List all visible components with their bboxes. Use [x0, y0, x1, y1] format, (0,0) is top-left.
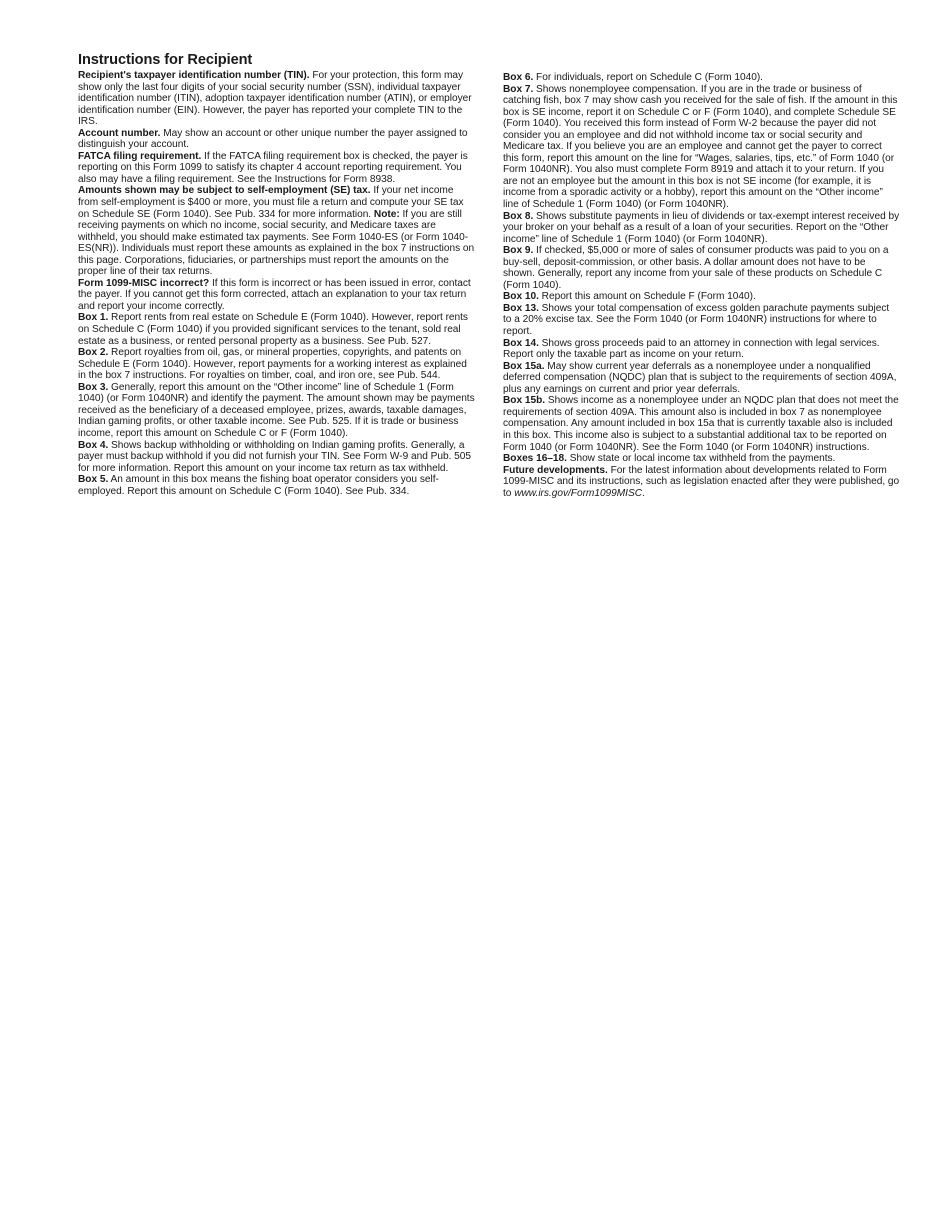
se-tax-heading: Amounts shown may be subject to self-employment (SE) tax. [78, 185, 371, 197]
box-2-paragraph [78, 347, 476, 382]
box-5-paragraph [78, 474, 476, 497]
box-10-text: Report this amount on Schedule F (Form 1040). [538, 291, 756, 303]
box-6-text: For individuals, report on Schedule C (Form 1040). [533, 72, 763, 83]
box-8-heading: Box 8. [503, 210, 534, 222]
form-incorrect-heading: Form 1099-MISC incorrect? [78, 277, 210, 289]
box-8-paragraph [503, 211, 900, 246]
box-1-heading: Box 1. [78, 312, 109, 324]
box-7-heading: Box 7. [503, 83, 534, 95]
box-1-text: Report rents from real estate on Schedule E (Form 1040). However, report rents on Schedule C (Form 1040) if you provided significant services to the tenant, sold real estate as a business, or rented personal property as a business. See Pub. 527. [78, 312, 468, 347]
se-tax-paragraph [78, 185, 476, 277]
account-number-text: May show an account or other unique number the payer assigned to distinguish your account. [78, 127, 468, 151]
box-2-text: Report royalties from oil, gas, or mineral properties, copyrights, and patents on Schedule E (Form 1040). However, report payments for a working interest as explained in the box 7 instructions. For royalties on timber, coal, and iron ore, see Pub. 544. [78, 347, 467, 382]
tin-text: For your protection, this form may show only the last four digits of your social security number (SSN), individual taxpayer identification number (ITIN), adoption taxpayer identification number (ATIN), or employer identification number (EIN). However, the payer has reported your complete TIN to the IRS. [78, 70, 472, 128]
box-2-heading: Box 2. [78, 347, 109, 359]
box-9-paragraph [503, 245, 900, 291]
box-15a-text: May show current year deferrals as a nonemployee under a nonqualified deferred compensation (NQDC) plan that is subject to the requirements of section 409A, plus any earnings on current and prior year deferrals. [503, 360, 897, 395]
box-5-heading: Box 5. [78, 474, 109, 486]
box-4-heading: Box 4. [78, 439, 109, 451]
box-15a-paragraph [503, 361, 900, 396]
irs-url-link[interactable]: www.irs.gov/Form1099MISC [514, 487, 643, 499]
box-10-paragraph [503, 291, 900, 303]
box-13-heading: Box 13. [503, 302, 539, 314]
box-6-heading: Box 6. [503, 72, 534, 83]
box-7-text: Shows nonemployee compensation. If you are in the trade or business of catching fish, box 7 may show cash you received for the sale of fish. If the amount in this box is SE income, report it on Schedule C or F (Form 1040), and complete Schedule SE (Form 1040). You received this form instead of Form W-2 because the payer did not consider you an employee and did not withhold income tax or social security and Medicare tax. If you believe you are an employee and cannot get the payer to correct this form, report this amount on the line for “Wages, salaries, tips, etc.” of Form 1040 (or Form 1040NR). You also must complete Form 8919 and attach it to your return. If you are not an employee but the amount in this box is not SE income (for example, it is income from a sporadic activity or a hobby), report this amount on the “Other income” line of Schedule 1 (Form 1040) (or Form 1040NR). [503, 83, 898, 211]
box-3-paragraph [78, 382, 476, 440]
future-developments-paragraph [503, 465, 900, 500]
account-number-heading: Account number. [78, 127, 161, 139]
box-14-heading: Box 14. [503, 337, 539, 349]
box-9-text: If checked, $5,000 or more of sales of consumer products was paid to you on a buy-sell, deposit-commission, or other basis. A dollar amount does not have to be shown. Generally, report any income from your sale of these products on Schedule C (Form 1040). [503, 245, 889, 291]
fatca-heading: FATCA filing requirement. [78, 150, 202, 162]
form-incorrect-text: If this form is incorrect or has been issued in error, contact the payer. If you cannot get this form corrected, attach an explanation to your tax return and report your income correctly. [78, 277, 471, 312]
box-15b-heading: Box 15b. [503, 395, 546, 407]
tin-heading: Recipient's taxpayer identification number (TIN). [78, 70, 310, 81]
future-developments-text: For the latest information about developments related to Form 1099-MISC and its instructions, such as legislation enacted after they were published, go to [503, 464, 900, 499]
box-15a-heading: Box 15a. [503, 360, 545, 372]
box-15b-paragraph [503, 395, 900, 453]
se-tax-text: If your net income from self-employment is $400 or more, you must file a return and compute your SE tax on Schedule SE (Form 1040). See Pub. 334 for more information. [78, 185, 464, 220]
box-4-paragraph [78, 440, 476, 475]
box-6-paragraph [503, 72, 900, 84]
form-incorrect-paragraph [78, 278, 476, 313]
boxes-16-18-heading: Boxes 16–18. [503, 453, 567, 465]
box-13-text: Shows your total compensation of excess golden parachute payments subject to a 20% excise tax. See the Form 1040 (or Form 1040NR) instructions for where to report. [503, 302, 890, 338]
box-15b-text: Shows income as a nonemployee under an NQDC plan that does not meet the requirements of section 409A. This amount also is included in box 7 as nonemployee compensation. Any amount included in box 15a that is currently taxable also is included in this box. This income also is subject to a substantial additional tax to be reported on Form 1040 (or Form 1040NR). See the Form 1040 (or Form 1040NR) instructions. [503, 395, 899, 453]
tin-paragraph [78, 70, 476, 128]
fatca-paragraph [78, 151, 476, 186]
right-column [503, 72, 900, 499]
boxes-16-18-paragraph [503, 453, 900, 465]
box-4-text: Shows backup withholding or withholding on Indian gaming profits. Generally, a payer must backup withhold if you did not furnish your TIN. See Form W-9 and Pub. 505 for more information. Report this amount on your income tax return as tax withheld. [78, 439, 472, 474]
se-tax-note-label: Note: [373, 208, 400, 220]
page-title: Instructions for Recipient [78, 52, 253, 68]
future-developments-heading: Future developments. [503, 464, 608, 476]
account-number-paragraph [78, 128, 476, 151]
box-3-heading: Box 3. [78, 381, 109, 393]
box-10-heading: Box 10. [503, 291, 539, 303]
box-13-paragraph [503, 303, 900, 338]
box-3-text: Generally, report this amount on the “Other income” line of Schedule 1 (Form 1040) (or Form 1040NR) and identify the payment. The amount shown may be payments received as the beneficiary of a deceased employee, prizes, awards, taxable damages, Indian gaming profits, or other taxable income. See Pub. 525. If it is trade or business income, report this amount on Schedule C or F (Form 1040). [78, 381, 475, 439]
box-8-text: Shows substitute payments in lieu of dividends or tax-exempt interest received by your broker on your behalf as a result of a loan of your securities. Report on the “Other income” line of Schedule 1 (Form 1040) (or Form 1040NR). [503, 210, 900, 245]
box-14-text: Shows gross proceeds paid to an attorney in connection with legal services. Report only the taxable part as income on your return. [503, 337, 880, 361]
box-1-paragraph [78, 312, 476, 347]
fatca-text: If the FATCA filing requirement box is checked, the payer is reporting on this Form 1099 to satisfy its chapter 4 account reporting requirement. You also may have a filing requirement. See the Instructions for Form 8938. [78, 150, 468, 185]
box-7-paragraph [503, 84, 900, 211]
box-14-paragraph [503, 338, 900, 361]
box-9-heading: Box 9. [503, 245, 534, 257]
boxes-16-18-text: Show state or local income tax withheld from the payments. [566, 453, 836, 465]
future-developments-end: . [642, 487, 645, 499]
se-tax-note-text: If you are still receiving payments on which no income, social security, and Medicare taxes are withheld, you should make estimated tax payments. See Form 1040-ES (or Form 1040-ES(NR)). Individuals must report these amounts as explained in the box 7 instructions on this page. Corporations, fiduciaries, or partnerships must report the amounts on the proper line of their tax returns. [78, 208, 475, 278]
left-column [78, 70, 476, 497]
box-5-text: An amount in this box means the fishing boat operator considers you self-employed. Report this amount on Schedule C (Form 1040). See Pub. 334. [78, 474, 439, 497]
